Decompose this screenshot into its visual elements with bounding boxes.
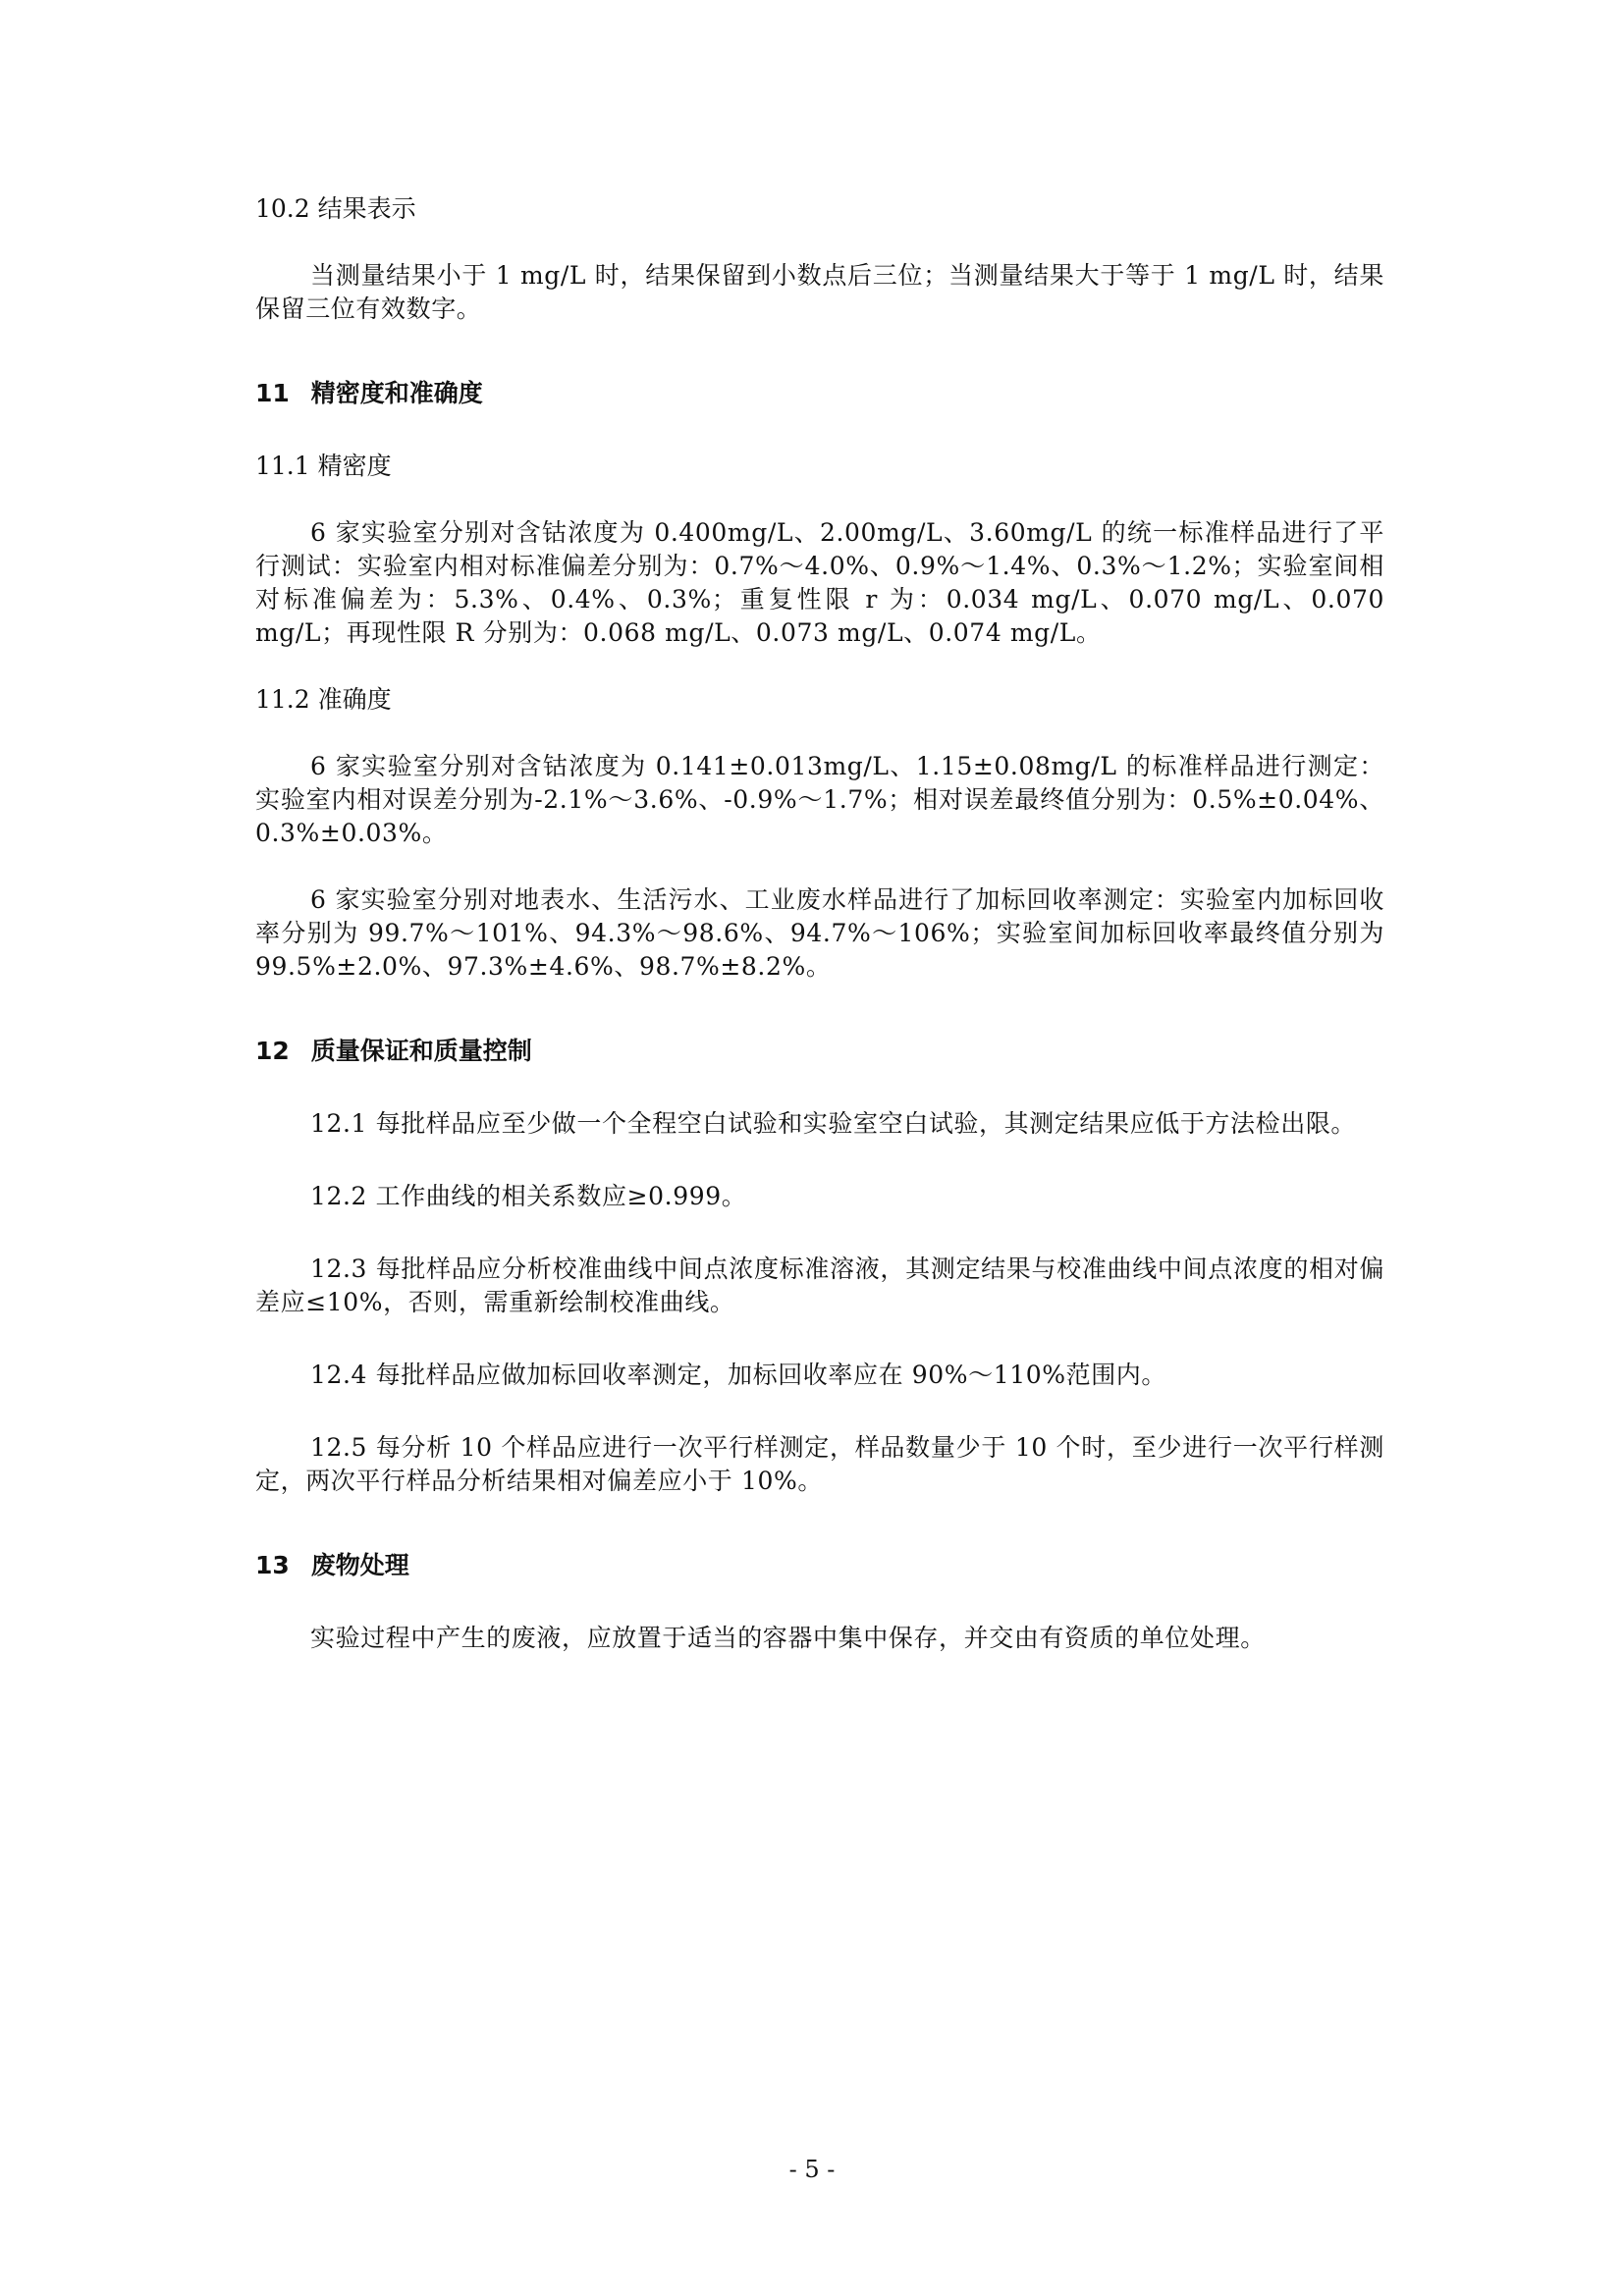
paragraph-precision: 6 家实验室分别对含钴浓度为 0.400mg/L、2.00mg/L、3.60mg/L 的统一标准样品进行了平行测试：实验室内相对标准偏差分别为：0.7%～4.0%、0.9%～1.4%、0.3%～1.2%；实验室间相对标准偏差为：5.3%、0.4%、0.3%；重复性限 r 为：0.034 mg/L、0.070 mg/L、0.070 mg/L；再现性限 R 分别为：0.068 mg/L、0.073 mg/L、0.074 mg/L。 (255, 518, 1384, 647)
subsection-heading-10-2: 10.2 结果表示 (255, 194, 416, 223)
section-title: 废物处理 (310, 1551, 409, 1579)
page-number: - 5 - (788, 2156, 836, 2183)
section-heading-13 (255, 1549, 1384, 1582)
section-title: 精密度和准确度 (310, 379, 483, 407)
section-heading-12 (255, 1035, 1384, 1068)
section-number: 12 (255, 1037, 290, 1065)
qc-item-12-2: 12.2 工作曲线的相关系数应≥0.999。 (310, 1182, 747, 1210)
document-page (255, 192, 1384, 1655)
paragraph-waste-disposal: 实验过程中产生的废液，应放置于适当的容器中集中保存，并交由有资质的单位处理。 (310, 1624, 1266, 1652)
section-number: 13 (255, 1551, 290, 1579)
section-title: 质量保证和质量控制 (310, 1037, 532, 1065)
paragraph-result-expression: 当测量结果小于 1 mg/L 时，结果保留到小数点后三位；当测量结果大于等于 1 mg/L 时，结果保留三位有效数字。 (255, 261, 1384, 323)
qc-item-12-1: 12.1 每批样品应至少做一个全程空白试验和实验室空白试验，其测定结果应低于方法检出限。 (310, 1109, 1357, 1138)
qc-item-12-5: 12.5 每分析 10 个样品应进行一次平行样测定，样品数量少于 10 个时，至少进行一次平行样测定，两次平行样品分析结果相对偏差应小于 10%。 (255, 1433, 1384, 1495)
section-heading-11 (255, 377, 1384, 410)
paragraph-accuracy-standard-samples: 6 家实验室分别对含钴浓度为 0.141±0.013mg/L、1.15±0.08mg/L 的标准样品进行测定：实验室内相对误差分别为-2.1%～3.6%、-0.9%～1.7%；相对误差最终值分别为：0.5%±0.04%、0.3%±0.03%。 (255, 752, 1384, 847)
subsection-heading-11-2: 11.2 准确度 (255, 685, 392, 714)
qc-item-12-3: 12.3 每批样品应分析校准曲线中间点浓度标准溶液，其测定结果与校准曲线中间点浓度的相对偏差应≤10%，否则，需重新绘制校准曲线。 (255, 1255, 1384, 1316)
qc-item-12-4: 12.4 每批样品应做加标回收率测定，加标回收率应在 90%～110%范围内。 (310, 1361, 1166, 1389)
section-number: 11 (255, 379, 290, 407)
paragraph-accuracy-spike-recovery: 6 家实验室分别对地表水、生活污水、工业废水样品进行了加标回收率测定：实验室内加标回收率分别为 99.7%～101%、94.3%～98.6%、94.7%～106%；实验室间加标回收率最终值分别为 99.5%±2.0%、97.3%±4.6%、98.7%±8.2%。 (255, 885, 1384, 981)
subsection-heading-11-1: 11.1 精密度 (255, 452, 392, 480)
